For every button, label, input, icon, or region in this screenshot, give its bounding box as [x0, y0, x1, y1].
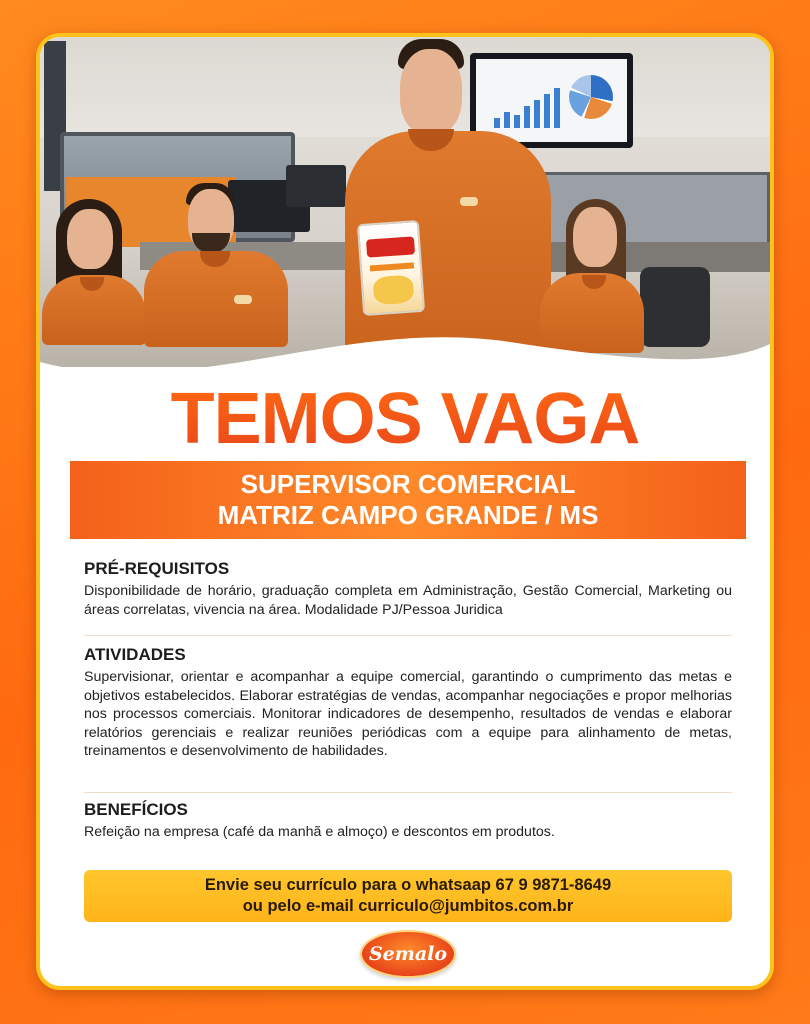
pie-chart-graphic — [569, 75, 613, 119]
brand-logo: Semalo — [360, 930, 456, 978]
section-title: BENEFÍCIOS — [84, 800, 188, 819]
position-location: MATRIZ CAMPO GRANDE / MS — [217, 500, 599, 530]
section-beneficios — [84, 799, 732, 842]
section-prerequisitos — [84, 558, 732, 619]
headline: TEMOS VAGA — [40, 377, 770, 461]
position-title: SUPERVISOR COMERCIAL — [240, 469, 576, 499]
position-banner — [70, 461, 746, 539]
snack-package — [357, 220, 425, 316]
section-title: PRÉ-REQUISITOS — [84, 559, 230, 578]
section-text: Refeição na empresa (café da manhã e almoço) e descontos em produtos. — [84, 824, 555, 840]
contact-email: ou pelo e-mail curriculo@jumbitos.com.br — [242, 897, 574, 915]
office-team-photo — [40, 37, 770, 367]
section-atividades — [84, 644, 732, 761]
desk-monitor — [286, 165, 346, 207]
section-title: ATIVIDADES — [84, 645, 186, 664]
section-text: Supervisionar, orientar e acompanhar a equipe comercial, garantindo o cumprimento das metas e objetivos estabelecidos. Elaborar estratégias de vendas, acompanhar negociações e propor melhorias nos processos comerciais. Monitorar indicadores de desempenho, resultados de vendas e elaborar relatórios gerenciais e realizar reuniões periódicas com a equipe para alinhamento de metas, treinamentos e desenvolvimento de habilidades. — [84, 669, 732, 759]
section-text: Disponibilidade de horário, graduação completa em Administração, Gestão Comercial, Marketing ou áreas correlatas, vivencia na área. Modalidade PJ/Pessoa Juridica — [84, 583, 732, 618]
divider — [84, 792, 732, 793]
divider — [84, 635, 732, 636]
contact-callout — [84, 870, 732, 922]
bar-chart-graphic — [494, 88, 560, 128]
job-poster-card — [36, 33, 774, 990]
contact-whatsapp: Envie seu currículo para o whatsaap 67 9 9871-8649 — [204, 876, 612, 894]
